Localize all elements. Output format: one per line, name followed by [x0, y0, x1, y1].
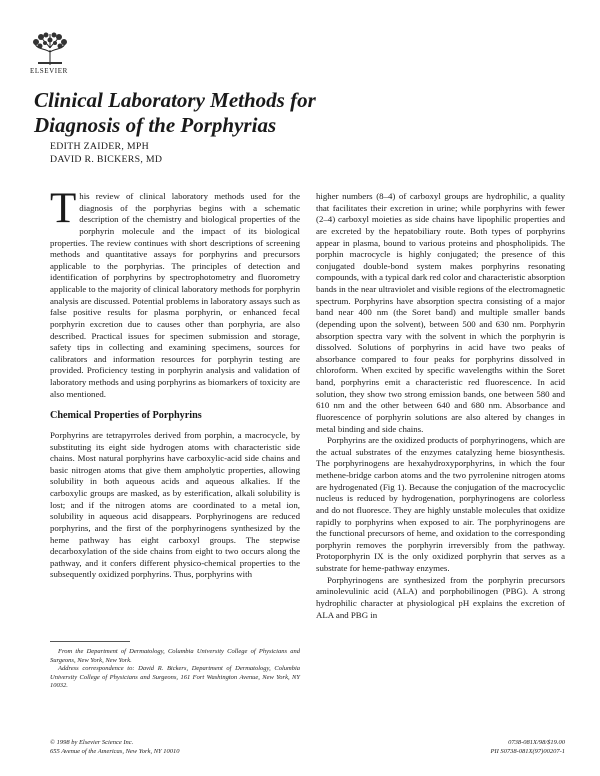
abstract-text: his review of clinical laboratory methods used for the diagnosis of the porphyrias begins with a schematic description of the chemistry and biological properties of the porphyrin molecule and the impact of its biological properties. The review continues with short descriptions of screening methods and quantitative assays for porphyrins and precursors applicable to the porphyrias. The principles of detection and identification of porphyrins by spectrophotometry and fluorometry applicable to the majority of clinical laboratory methods for porphyrin analysis are discussed. Potential problems in laboratory assays such as false positive results for plasma porphyrin, or enhanced fecal porphyrin excretion due to causes other than porphyria, are also described. Practical issues for specimen submission and storage, safety tips in collecting and examining specimens, sources for calibrators and information resources for porphyrin testing are provided. Proficiency testing in porphyrin analysis and validation of laboratory methods and using porphyrins as biomarkers of toxicity are also mentioned.	[50, 191, 300, 399]
footer-issn: 0738-081X/98/$19.00	[508, 739, 565, 746]
footnote-affiliation: From the Department of Dermatology, Columbia University College of Physicians and Surgeons, New York, New York.	[50, 648, 300, 664]
footer-copyright: © 1998 by Elsevier Science Inc.	[50, 739, 134, 746]
footnote-address: Address correspondence to: David R. Bickers, Department of Dermatology, Columbia University College of Physicians and Surgeons, 161 Fort Washington Avenue, New York, NY 10032.	[50, 665, 300, 690]
body-paragraph-2: higher numbers (8–4) of carboxyl groups are hydrophilic, a quality that facilitates their excretion in urine; while porphyrins with fewer (2–4) carboxyl moieties as side chains have lipophilic properties and are excreted by the hepatobiliary route. Both types of porphyrins appear in plasma, bound to various proteins and phospholipids. The porphin macrocycle is highly conjugated; the presence of this conjugated double-bond system makes porphyrins resonating compounds, with a typical dark red color and characteristic absorption bands in the near ultraviolet and visible regions of the electromagnetic spectrum. Porphyrins have absorption spectra consisting of a major band near 400 nm (the Soret band) and multiple smaller bands (depending upon the solvent), between 500 and 630 nm. Porphyrin absorption spectra vary with the solvent in which the porphyrin is dissolved. Solutions of porphyrins in acid have two peaks of absorbance compared to four peaks for porphyrins dissolved in chloroform. When excited by specific wavelengths within the Soret band, porphyrins emit a characteristic red fluorescence. In acid solution, they show two strong emission bands, one between 580 and 610 nm and the other between 640 and 680 nm. Absorbance and fluorescence of porphyrin solutions are also altered by changes in metal binding and side chains.	[316, 191, 566, 434]
drop-cap: T	[50, 185, 77, 232]
footer-publisher-address: 655 Avenue of the Americas, New York, NY 10010	[50, 747, 180, 755]
footer-pii: PII S0738-081X(97)00207-1	[490, 747, 565, 755]
title-line-1: Clinical Laboratory Methods for	[34, 88, 316, 112]
body-paragraph-3: Porphyrins are the oxidized products of porphyrinogens, which are the actual substrates of the enzymes catalyzing heme biosynthesis. The porphyrinogens are hexahydroxyporphyrins, in which the four methene-bridge carbon atoms and the two pyrrolenine nitrogen atoms are hydrogenated (Fig 1). Because the conjugation of the macrocyclic nucleus is reduced by hydrogenation, porphyrinogens are colorless and do not fluoresce. They are highly unstable molecules that oxidize rapidly to porphyrins when exposed to air. The porphyrinogens are the functional precursors of heme, and oxidation to the corresponding porphyrin removes the porphyrin irreversibly from the pathway. Protoporphyrin IX is the only oxidized porphyrin that serves as a substrate for heme-pathway enzymes.	[316, 435, 565, 573]
footnotes	[50, 648, 300, 691]
abstract-paragraph	[50, 185, 300, 400]
elsevier-tree-icon	[30, 32, 70, 66]
author-list	[50, 141, 162, 166]
author-2: DAVID R. BICKERS, MD	[50, 153, 163, 165]
author-1: EDITH ZAIDER, MPH	[50, 141, 149, 152]
left-column	[50, 185, 300, 581]
title-line-2: Diagnosis of the Porphyrias	[34, 113, 277, 137]
publisher-logo	[30, 32, 74, 75]
footer-copyright-block	[50, 739, 180, 756]
footer-identifiers	[490, 739, 565, 756]
body-paragraph-4: Porphyrinogens are synthesized from the porphyrin precursors aminolevulinic acid (ALA) and porphobilinogen (PBG). A strong hydrophilic character at physiological pH explains the excretion of ALA and PBG in	[316, 574, 565, 620]
body-paragraph-1: Porphyrins are tetrapyrroles derived from porphin, a macrocycle, by substituting its eight side hydrogen atoms with characteristic side chains. Most natural porphyrins have carboxylic-acid side chains and basic nitrogen atoms that give them ampholytic properties, allowing solubility in both aqueous acids and aqueous alkalies. If the carboxylic groups are masked, as by esterification, alkali solubility is lost; and if the nitrogen atoms are coordinated to a metal ion, solubility in aqueous acid disappears. Porphyrinogens are reduced porphyrins, and the first of the porphyrinogens synthesized by the heme pathway has eight carboxyl groups. The stepwise decarboxylation of the side chains from eight to two occurs along the pathway, and it confers different physico-chemical properties to the subsequently oxidized porphyrins. Thus, porphyrins with	[50, 429, 300, 580]
publisher-name: ELSEVIER	[30, 67, 68, 75]
footnote-divider	[50, 641, 130, 642]
article-title	[34, 88, 454, 138]
right-column	[316, 191, 565, 621]
section-heading: Chemical Properties of Porphyrins	[50, 410, 202, 422]
